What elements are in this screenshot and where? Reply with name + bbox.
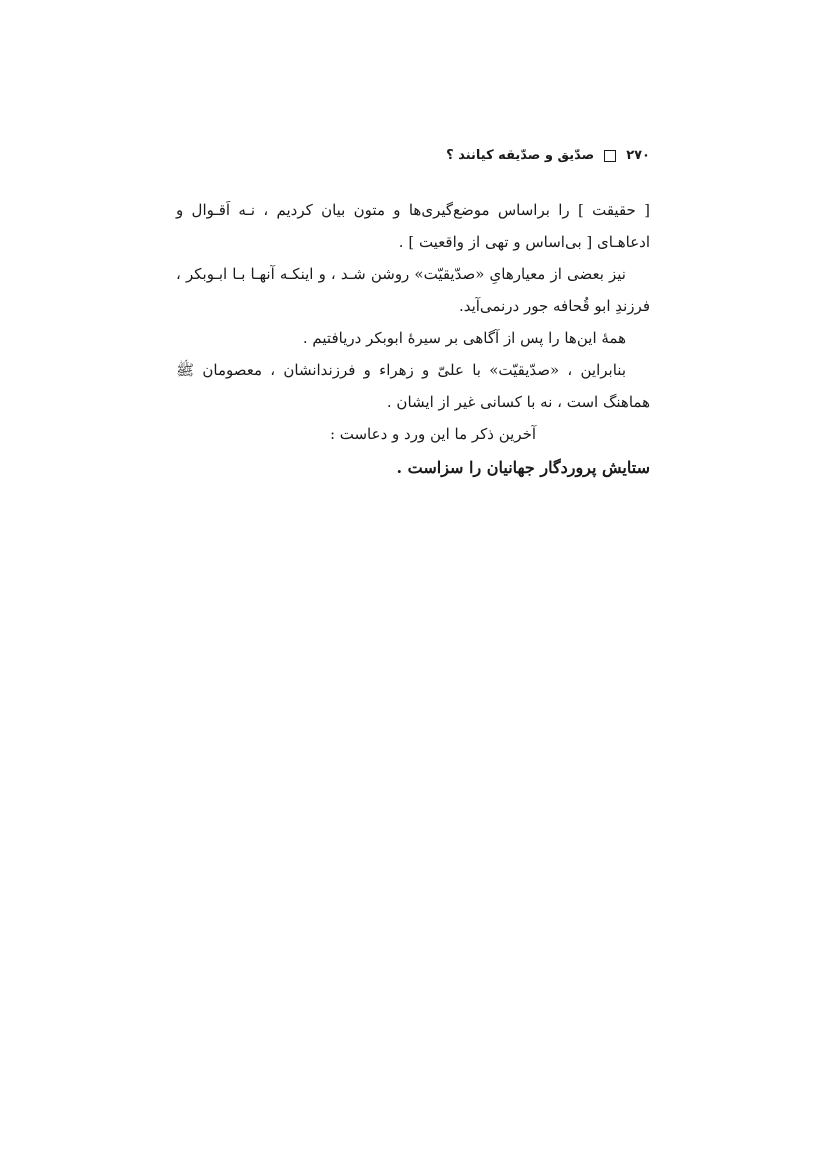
body-text xyxy=(176,194,650,484)
closing-intro: آخرین ذکر ما این ورد و دعاست : xyxy=(329,425,537,443)
square-box-icon xyxy=(604,150,616,162)
paragraph: بنابراین ، «صدّیقیّت» با علیّ و زهراء و فرزندانشان ، معصومان ﷺ هماهنگ است ، نه با کسانی غیر از ایشان . xyxy=(176,361,650,411)
page-header xyxy=(446,148,650,163)
paragraph: [ حقیقت ] را براساس موضع‌گیری‌ها و متون بیان کردیم ، نـه اَقـوال و ادعاهـای [ بی‌اساس و تهی از واقعیت ] . xyxy=(176,201,650,251)
paragraph: نیز بعضی از معیارهایِ «صدّیقیّت» روشن شـد ، و اینکـه آنهـا بـا ابـوبکر ، فرزندِ ابو قُحافه جور درنمی‌آید. xyxy=(176,265,650,315)
page-number: ۲۷۰ xyxy=(626,148,650,163)
paragraph: همهٔ این‌ها را پس از آگاهی بر سیرهٔ ابوبکر دریافتیم . xyxy=(302,329,626,347)
running-title: صدّیق و صدّیقه کیانند ؟ xyxy=(446,148,595,163)
closing-praise: ستایش پروردگار جهانیان را سزاست . xyxy=(396,458,650,477)
